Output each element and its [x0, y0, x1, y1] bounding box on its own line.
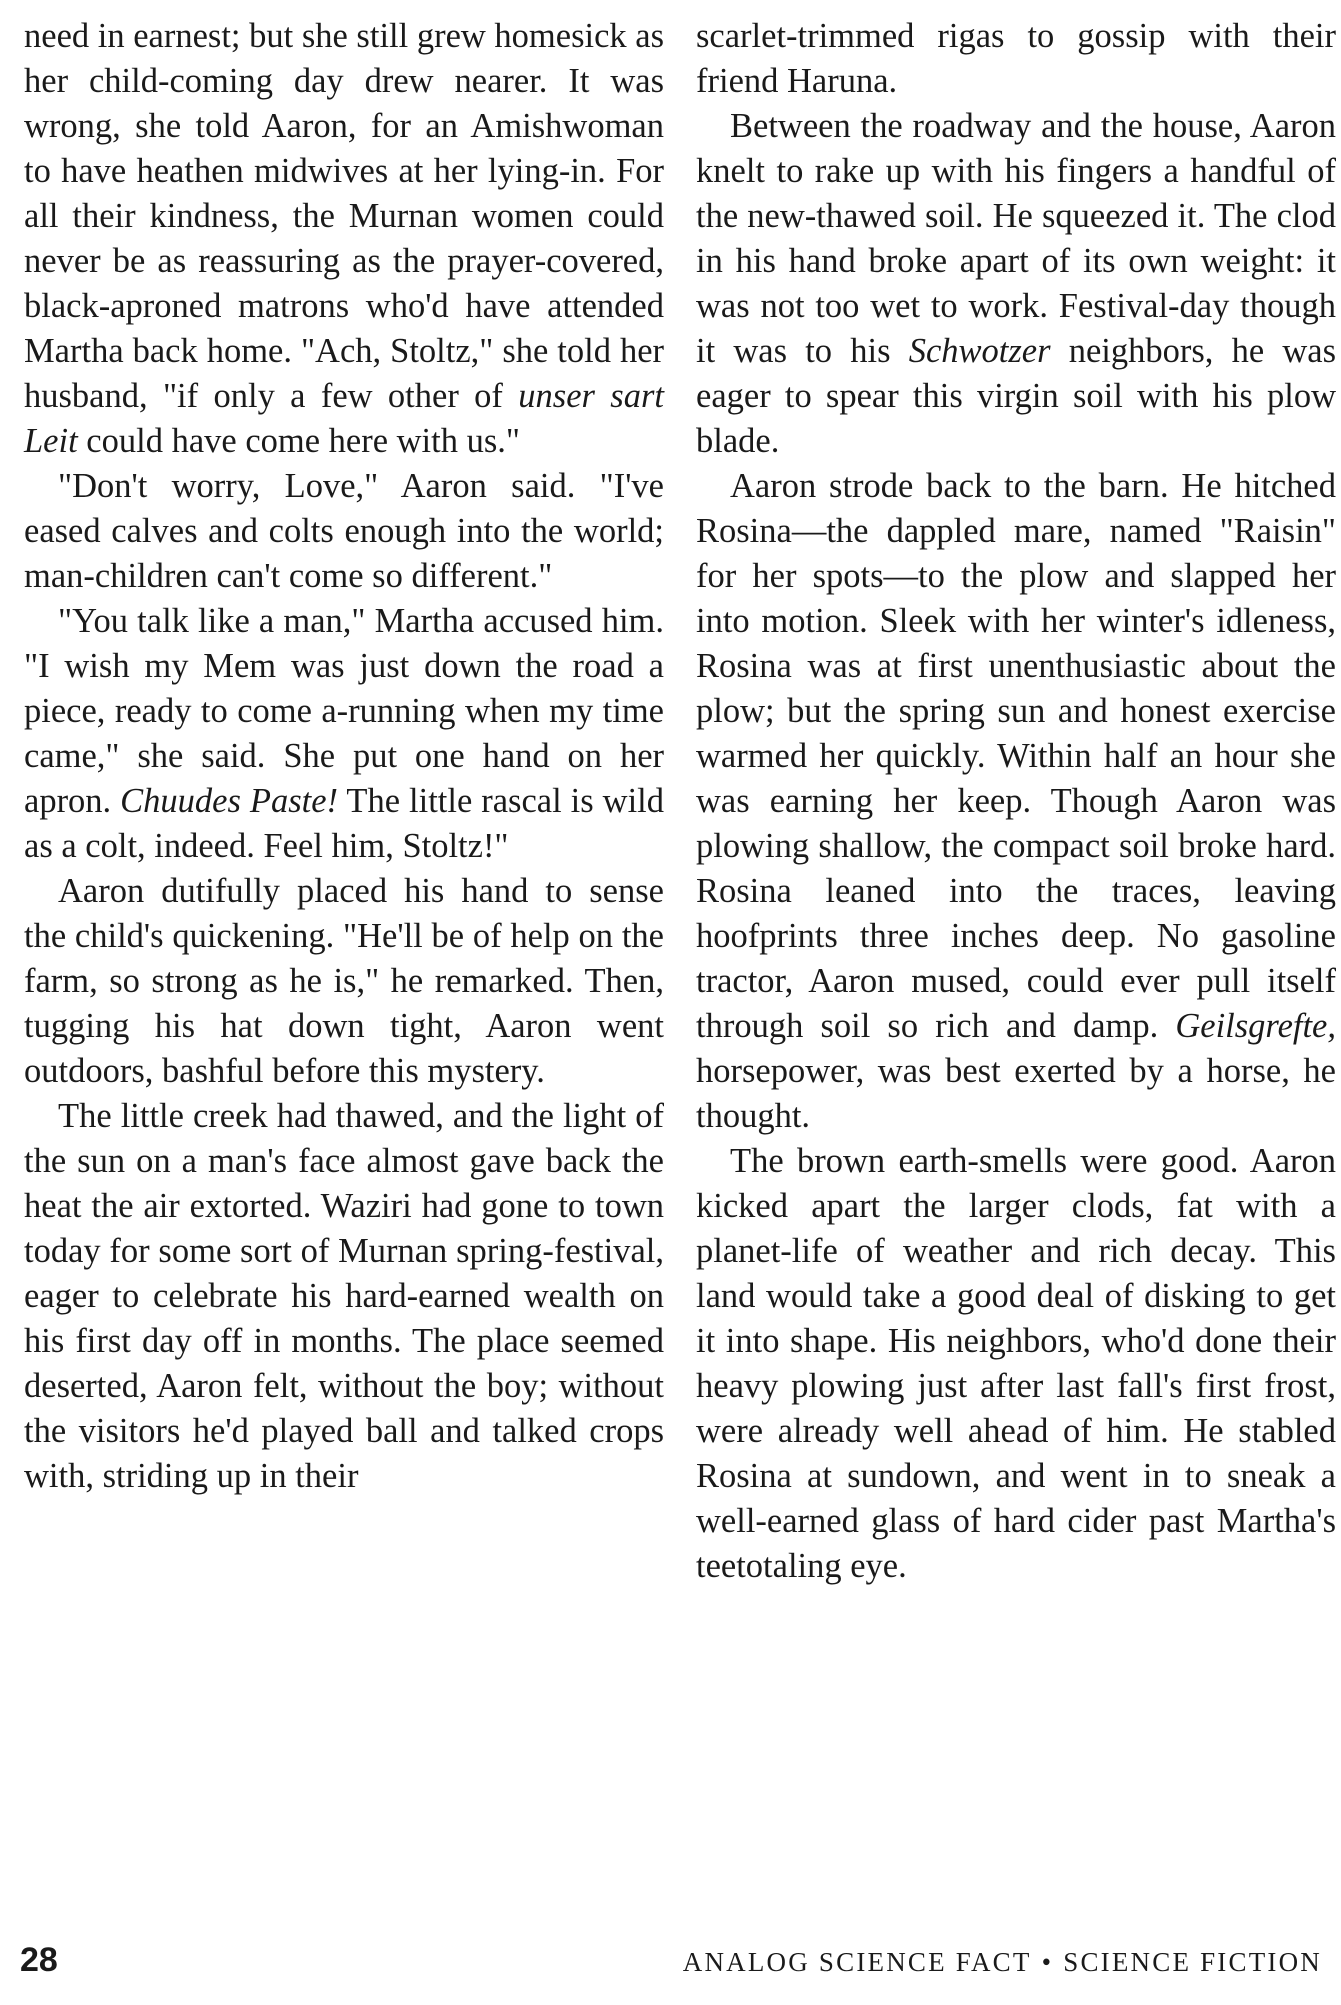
left-column [24, 14, 664, 1499]
paragraph: Aaron dutifully placed his hand to sense the child's quickening. "He'll be of help on the farm, so strong as he is," he remarked. Then, tugging his hat down tight, Aaron went outdoors, bashful before this mystery. [24, 872, 664, 1090]
paragraph: The brown earth-smells were good. Aaron kicked apart the larger clods, fat with a planet-life of weather and rich decay. This land would take a good deal of disking to get it into shape. His neighbors, who'd done their heavy plowing just after last fall's first frost, were already well ahead of him. He stabled Rosina at sundown, and went in to sneak a well-earned glass of hard cider past Martha's teetotaling eye. [696, 1142, 1336, 1585]
running-title [683, 1940, 1322, 1984]
page-footer [20, 1938, 1320, 1988]
paragraph: "You talk like a man," Martha accused him. "I wish my Mem was just down the road a piece, ready to come a-running when my time came," she said. She put one hand on her apron. Chuudes Paste! The little rascal is wild as a colt, indeed. Feel him, Stoltz!" [24, 602, 664, 865]
paragraph: Aaron strode back to the barn. He hitched Rosina—the dappled mare, named "Raisin" for her spots—to the plow and slapped her into motion. Sleek with her winter's idleness, Rosina was at first unenthusiastic about the plow; but the spring sun and honest exercise warmed her quickly. Within half an hour she was earning her keep. Though Aaron was plowing shallow, the compact soil broke hard. Rosina leaned into the traces, leaving hoofprints three inches deep. No gasoline tractor, Aaron mused, could ever pull itself through soil so rich and damp. Geilsgrefte, horsepower, was best exerted by a horse, he thought. [696, 467, 1336, 1135]
magazine-title-right: SCIENCE FICTION [1063, 1947, 1322, 1977]
page-number: 28 [20, 1941, 58, 1979]
paragraph: "Don't worry, Love," Aaron said. "I've eased calves and colts enough into the world; man-children can't come so different." [24, 467, 664, 595]
paragraph: need in earnest; but she still grew homesick as her child-coming day drew nearer. It was wrong, she told Aaron, for an Amishwoman to have heathen midwives at her lying-in. For all their kindness, the Murnan women could never be as reassuring as the prayer-covered, black-aproned matrons who'd have attended Martha back home. "Ach, Stoltz," she told her husband, "if only a few other of unser sart Leit could have come here with us." [24, 17, 665, 460]
bullet-separator: • [1041, 1947, 1054, 1977]
paragraph: The little creek had thawed, and the light of the sun on a man's face almost gave back the heat the air extorted. Waziri had gone to town today for some sort of Murnan spring-festival, eager to celebrate his hard-earned wealth on his first day off in months. The place seemed deserted, Aaron felt, without the boy; without the visitors he'd played ball and talked crops with, striding up in their [24, 1097, 664, 1495]
paragraph: Between the roadway and the house, Aaron knelt to rake up with his fingers a handful of the new-thawed soil. He squeezed it. The clod in his hand broke apart of its own weight: it was not too wet to work. Festival-day though it was to his Schwotzer neighbors, he was eager to spear this virgin soil with his plow blade. [696, 107, 1337, 460]
magazine-title-left: ANALOG SCIENCE FACT [682, 1947, 1032, 1977]
right-column [696, 14, 1336, 1589]
paragraph: scarlet-trimmed rigas to gossip with their friend Haruna. [696, 17, 1336, 100]
